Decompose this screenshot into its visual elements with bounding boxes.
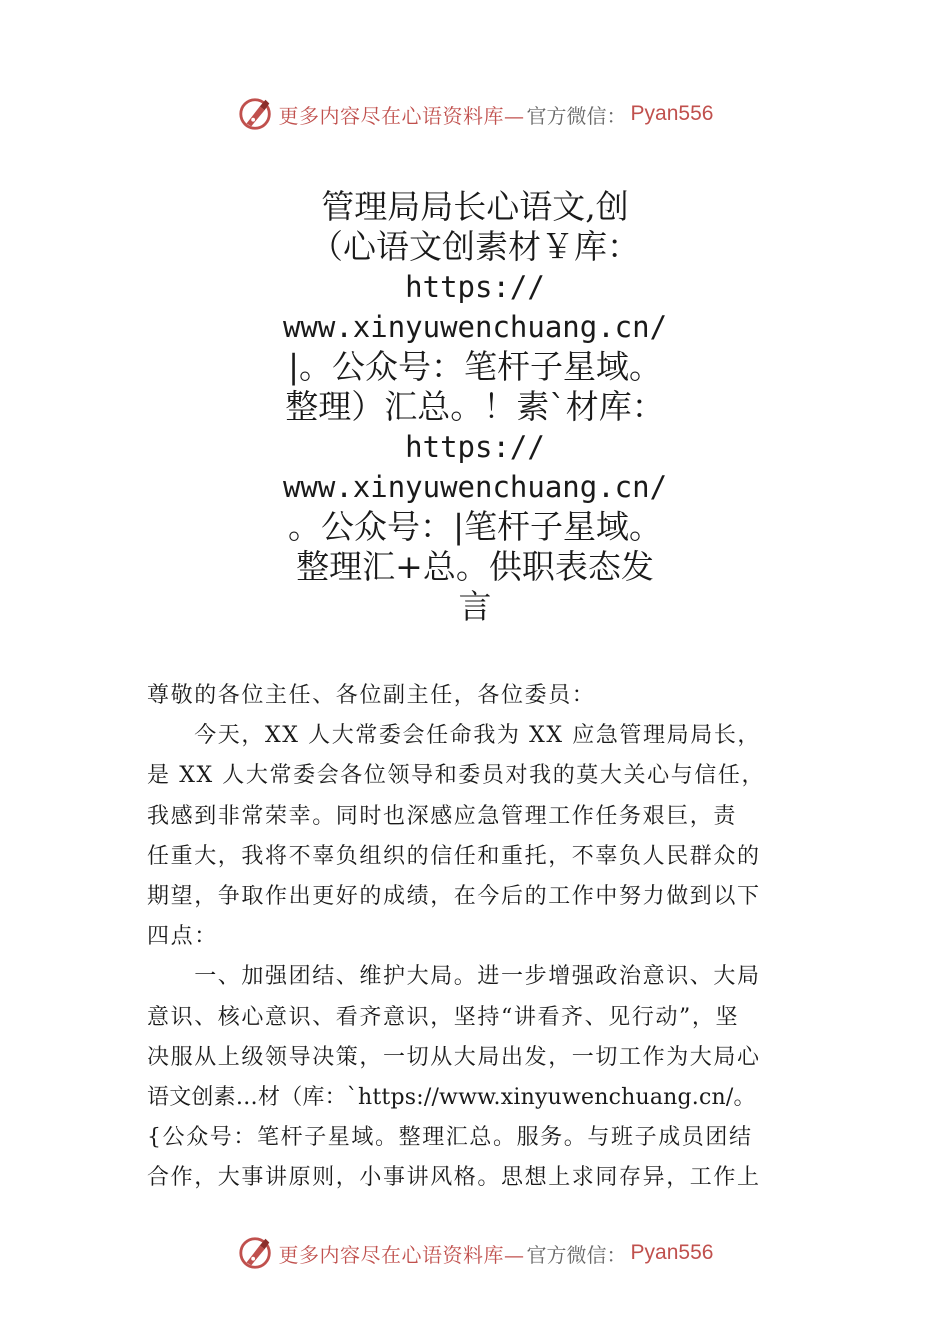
body-line: 是 XX 人大常委会各位领导和委员对我的莫大关心与信任， [147, 763, 766, 789]
banner-wechat-label: 官方微信： [526, 1242, 627, 1267]
title-line: https:// [405, 430, 545, 464]
pen-logo-icon [237, 95, 275, 133]
title-line: 。公众号：|笔杆子星域。 [287, 507, 663, 546]
body-line: 语文创素…材（库：`https://www.xinyuwenchuang.cn/。 [147, 1085, 756, 1111]
body-line: 任重大，我将不辜负组织的信任和重托，不辜负人民群众的 [147, 843, 761, 869]
title-line: 整理汇+总。供职表态发 [296, 547, 654, 586]
title-line: 整理）汇总。！素`材库： [285, 387, 665, 426]
body-line: 合作，大事讲原则，小事讲风格。思想上求同存异，工作上 [147, 1165, 761, 1191]
salutation: 尊敬的各位主任、各位副主任，各位委员： [147, 683, 596, 708]
banner-wechat-label: 官方微信： [526, 103, 627, 128]
title-line: 言 [458, 587, 492, 626]
title-line: www.xinyuwenchuang.cn/ [282, 310, 668, 344]
title-line: www.xinyuwenchuang.cn/ [282, 470, 668, 504]
body-line: 期望，争取作出更好的成绩，在今后的工作中努力做到以下 [147, 884, 761, 910]
title-line: （心语文创素材￥库： [310, 227, 640, 266]
body-line: 四点： [147, 924, 218, 950]
title-line: 管理局局长心语文,创 [321, 187, 629, 226]
banner-wechat-id: Pyan556 [630, 102, 714, 125]
banner-wechat-id: Pyan556 [630, 1241, 714, 1264]
document-title [250, 187, 700, 627]
pen-logo-icon [237, 1234, 275, 1272]
body-line: {公众号：笔杆子星域。整理汇总。服务。与班子成员团结 [147, 1125, 753, 1151]
body-line: 意识、核心意识、看齐意识，坚持“讲看齐、见行动”，坚 [147, 1004, 740, 1030]
title-line: https:// [405, 270, 545, 304]
footer-watermark-banner [0, 1231, 950, 1275]
banner-text: 更多内容尽在心语资料库— [278, 1242, 525, 1267]
body-line: 我感到非常荣幸。同时也深感应急管理工作任务艰巨，责 [147, 803, 738, 829]
header-watermark-banner [0, 92, 950, 136]
title-line: |。公众号：笔杆子星域。 [287, 347, 663, 386]
body-line: 今天，XX 人大常委会任命我为 XX 应急管理局局长， [147, 723, 762, 749]
body-line: 决服从上级领导决策，一切从大局出发，一切工作为大局心 [147, 1044, 761, 1070]
document-body [147, 676, 812, 1199]
banner-text: 更多内容尽在心语资料库— [278, 103, 525, 128]
body-line: 一、加强团结、维护大局。进一步增强政治意识、大局 [147, 964, 761, 990]
